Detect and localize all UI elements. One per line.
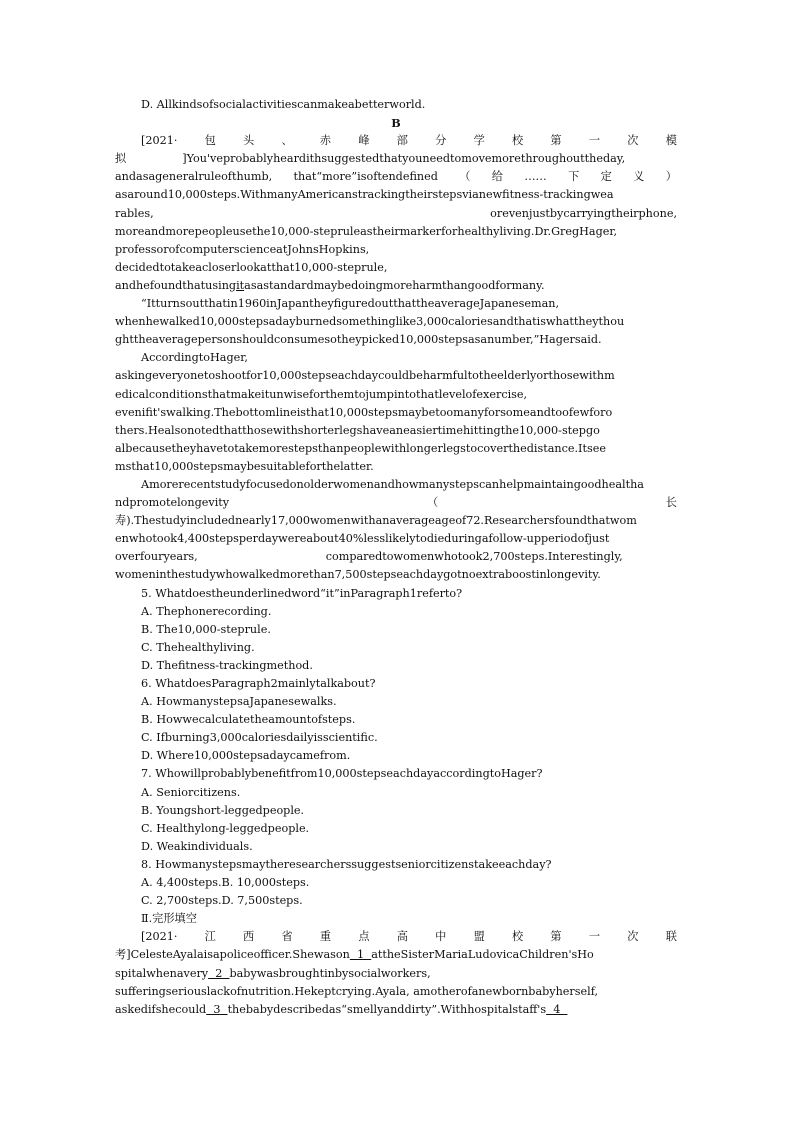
gloss-char: 义 [633, 170, 645, 184]
question-stem: 5. Whatdoestheunderlinedword“it”inParagraph1referto? [141, 586, 463, 600]
p1-l8-post: asastandardmaybedoingmoreharmthangoodformany. [244, 278, 545, 292]
cloze-text: askedifshecould [115, 1002, 207, 1016]
paragraph-1-line-2 [115, 168, 677, 186]
p1-l8-pre: andhefoundthatusing [115, 278, 237, 292]
paragraph-1-line-3: asaround10,000steps.WithmanyAmericanstrackingtheirstepsvianewfitness-trackingwea [115, 188, 614, 202]
paragraph-3-line-4: evenifit'swalking.Thebottomlineisthat10,000stepsmaybetoomanyforsomeandtoofewforo [115, 405, 613, 419]
paragraph-2-line-1: “Itturnsoutthatin1960inJapantheyfiguredoutthattheaverageJapaneseman, [141, 297, 560, 311]
paragraph-4-line-6: womeninthestudywhowalkedmorethan7,500stepseachdaygotnoextraboostinlongevity. [115, 568, 601, 582]
p4-l2-paren: （ [427, 496, 439, 510]
source-char: 点 [358, 930, 370, 944]
question-option: A. Seniorcitizens. [141, 785, 241, 799]
gloss-char: 定 [600, 170, 612, 184]
source-char: 分 [435, 134, 447, 148]
gloss-char: 下 [568, 170, 580, 184]
prev-option-d: D. Allkindsofsocialactivitiescanmakeabetterworld. [141, 98, 426, 111]
gloss-char: 给 [491, 170, 503, 184]
question-5 [115, 585, 677, 675]
paragraph-4-line-4: enwhotook4,400stepsperdaywereabout40%lesslikelytodieduringafollow-upperiodofjust [115, 532, 610, 546]
source-char: 江 [204, 930, 216, 944]
paragraph-4-line-3: 寿).Thestudyincludednearly17,000womenwithanaverageageof72.Researchersfoundthatwom [115, 514, 637, 528]
paragraph-4-line-5 [115, 548, 677, 566]
underlined-word-it: it [236, 278, 245, 292]
source-char: 峰 [358, 134, 370, 148]
paragraph-4-line-1: Amorerecentstudyfocusedonolderwomenandhowmanystepscanhelpmaintaingoodhealtha [141, 477, 644, 491]
paragraph-2-line-2: whenhewalked10,000stepsadayburnedsomethinglike3,000caloriesandthatiswhattheythou [115, 315, 625, 329]
paragraph-4-line-2 [115, 494, 677, 512]
source-char: 校 [512, 930, 524, 944]
cloze-line-3: sufferingseriouslackofnutrition.Hekeptcrying.Ayala, amotherofanewbornbabyherself, [115, 984, 599, 998]
source-char: 重 [319, 930, 332, 944]
source-char: 部 [396, 134, 408, 148]
question-7 [115, 765, 677, 855]
source-char: 一 [588, 134, 601, 148]
paragraph-3-line-1: AccordingtoHager, [141, 351, 248, 365]
source-char-last: 考 [115, 948, 127, 962]
source-char: 盟 [473, 930, 485, 944]
paragraph-3-line-7: msthat10,000stepsmaybesuitableforthelatter. [115, 459, 374, 473]
question-stem: 8. Howmanystepsmaytheresearcherssuggestseniorcitizenstakeeachday? [141, 857, 552, 871]
question-option: C. Thehealthyliving. [141, 640, 255, 654]
source-char: 赤 [319, 134, 332, 148]
source-char: 包 [204, 134, 216, 148]
source-char: 第 [550, 930, 562, 944]
question-option: D. Where10,000stepsadaycamefrom. [141, 749, 351, 763]
source-tag-open: [2021· [141, 930, 178, 944]
question-option: D. Weakindividuals. [141, 839, 253, 853]
paragraph-3-line-6: albecausetheyhavetotakemorestepsthanpeoplewithlongerlegstocoverthedistance.Itsee [115, 441, 606, 455]
cloze-line-2 [115, 965, 677, 983]
paragraph-3-line-2: askingeveryonetoshootfor10,000stepseachdaycouldbeharmfultotheelderlyorthosewithm [115, 369, 615, 383]
paragraph-1-line-4 [115, 205, 677, 223]
cloze-line-1 [115, 946, 677, 964]
source-char: 次 [627, 930, 639, 944]
question-option: C. Ifburning3,000caloriesdailyisscientific. [141, 731, 378, 745]
cloze-line-4 [115, 1001, 677, 1019]
question-6 [115, 675, 677, 765]
cloze-text: thebabydescribedas“smellyanddirty”.Withhospitalstaff's [227, 1002, 547, 1016]
paragraph-3-line-5: thers.Healsonotedthatthosewithshorterlegshaveaneasiertimehittingthe10,000-stepgo [115, 423, 600, 437]
gloss-char: （ [459, 170, 471, 184]
p1-l4-left: rables, [115, 206, 154, 220]
source-char: 第 [550, 134, 562, 148]
question-option: D. Thefitness-trackingmethod. [141, 658, 313, 672]
p4-l2-cn: 长 [665, 496, 677, 510]
source-char-last: 拟 [115, 152, 127, 166]
section-b-source-tag [115, 132, 677, 150]
source-char: 、 [281, 134, 293, 148]
question-option: A. HowmanystepsaJapanesewalks. [141, 695, 337, 709]
document-page [115, 96, 677, 1019]
question-option: C. Healthylong-leggedpeople. [141, 821, 310, 835]
cloze-text: babywasbroughtinbysocialworkers, [229, 966, 431, 980]
question-stem: 6. WhatdoesParagraph2mainlytalkabout? [141, 677, 376, 690]
paragraph-2-line-3: ghttheaveragepersonshouldconsumesotheypicked10,000stepsasanumber,”Hagersaid. [115, 333, 602, 347]
paragraph-3-line-3: edicalconditionsthatmakeitunwiseforthemtojumpintothatlevelofexercise, [115, 387, 528, 401]
question-8 [115, 856, 677, 910]
source-char: 高 [396, 930, 408, 944]
p1-l2-left: andasageneralruleofthumb, [115, 170, 273, 184]
paragraph-1-line-1 [115, 150, 677, 168]
question-option: B. Howwecalculatetheamountofsteps. [141, 713, 356, 727]
source-char: 一 [588, 930, 601, 944]
p4-l5-right: comparedtowomenwhotook2,700steps.Interestingly, [325, 550, 623, 564]
cloze-text: ]CelesteAyalaisapoliceofficer.Shewason [126, 948, 350, 962]
cloze-blank-2[interactable]: 2 [208, 966, 230, 980]
paragraph-1-line-7: decidedtotakeacloserlookatthat10,000-steprule, [115, 260, 388, 274]
p1-l4-right: orevenjustbycarryingtheirphone, [490, 206, 677, 220]
gloss-char: ） [665, 170, 677, 184]
source-char: 头 [243, 134, 255, 148]
question-option: B. The10,000-steprule. [141, 622, 271, 636]
cloze-text: spitalwhenavery [115, 966, 209, 980]
cloze-blank-1[interactable]: 1 [349, 948, 372, 962]
cloze-blank-3[interactable]: 3 [206, 1002, 228, 1016]
source-char: 省 [281, 930, 293, 944]
source-char: 联 [665, 930, 677, 944]
source-char: 次 [627, 134, 639, 148]
question-stem: 7. Whowillprobablybenefitfrom10,000stepseachdayaccordingtoHager? [141, 767, 543, 781]
question-option: A. 4,400steps.B. 10,000steps. [141, 876, 310, 890]
p4-l2-left: ndpromotelongevity [115, 496, 230, 510]
source-char: 西 [243, 930, 255, 944]
source-char: 中 [435, 930, 447, 944]
section-b-letter: B [391, 116, 401, 131]
cloze-text: attheSisterMariaLudovicaChildren'sHo [371, 948, 594, 962]
p4-l5-left: overfouryears, [115, 550, 198, 564]
question-option: A. Thephonerecording. [141, 604, 272, 618]
source-tag-open: [2021· [141, 134, 178, 148]
source-char: 校 [512, 134, 524, 148]
source-tag-close: ] [182, 152, 187, 166]
paragraph-1-line-5: moreandmorepeopleusethe10,000-stepruleastheirmarkerforhealthyliving.Dr.GregHager, [115, 224, 618, 238]
cloze-blank-4[interactable]: 4 [546, 1002, 568, 1016]
gloss-char: …… [524, 170, 547, 184]
p1-l2-mid: that“more”isoftendefined [293, 170, 438, 184]
paragraph-1-line-6: professorofcomputerscienceatJohnsHopkins, [115, 242, 370, 256]
cloze-heading: Ⅱ.完形填空 [141, 912, 197, 926]
p1-first: You'veprobablyheardithsuggestedthatyouneedtomovemorethroughouttheday, [186, 152, 626, 166]
question-option: B. Youngshort-leggedpeople. [141, 803, 305, 817]
source-char: 模 [665, 134, 677, 148]
paragraph-1-line-8 [115, 277, 677, 295]
source-char: 学 [473, 134, 485, 148]
question-option: C. 2,700steps.D. 7,500steps. [141, 894, 303, 908]
cloze-source-tag [115, 928, 677, 946]
